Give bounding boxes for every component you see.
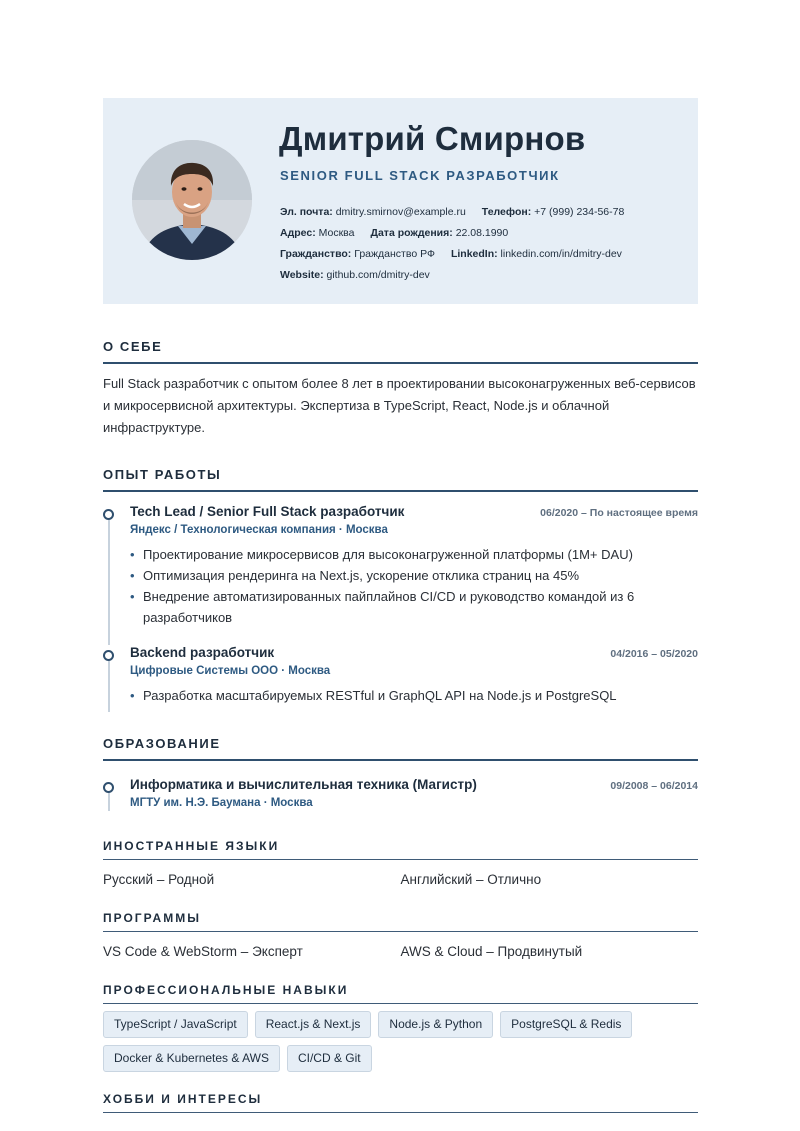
address-value: Москва	[318, 226, 355, 239]
timeline-dot-icon	[103, 782, 114, 793]
section-divider	[103, 362, 698, 364]
about-section	[103, 339, 698, 439]
section-divider	[103, 759, 698, 761]
list-item: Английский – Отлично	[400, 872, 542, 887]
contact-phone: Телефон: +7 (999) 234-56-78	[481, 205, 625, 218]
skills-section	[103, 983, 698, 1079]
profile-photo	[132, 140, 252, 260]
education-dates: 09/2008 – 06/2014	[610, 780, 698, 792]
list-item: AWS & Cloud – Продвинутый	[400, 944, 583, 959]
section-divider	[103, 490, 698, 492]
section-heading: ОПЫТ РАБОТЫ	[103, 467, 222, 482]
contact-citizenship: Гражданство: Гражданство РФ	[280, 247, 435, 260]
skill-tag: PostgreSQL & Redis	[500, 1011, 632, 1038]
job-bullets	[130, 544, 698, 628]
resume-page	[103, 98, 698, 1113]
email-value[interactable]: dmitry.smirnov@example.ru	[335, 205, 466, 218]
list-item: VS Code & WebStorm – Эксперт	[103, 944, 303, 959]
timeline-dot-icon	[103, 509, 114, 520]
birthdate-value: 22.08.1990	[455, 226, 509, 239]
section-heading: ИНОСТРАННЫЕ ЯЗЫКИ	[103, 839, 280, 853]
education-section	[103, 736, 698, 811]
section-heading: ПРОГРАММЫ	[103, 911, 201, 925]
citizenship-value: Гражданство РФ	[354, 247, 435, 260]
section-heading: О СЕБЕ	[103, 339, 163, 354]
about-text: Full Stack разработчик с опытом более 8 лет в проектировании высоконагруженных веб-сервисов и микросервисной архитектуры. Экспертиза в TypeScript, React, Node.js и облачной инфраструктуре.	[103, 376, 696, 435]
website-link[interactable]: github.com/dmitry-dev	[326, 268, 430, 281]
section-heading: ХОББИ И ИНТЕРЕСЫ	[103, 1092, 263, 1106]
contact-birthdate: Дата рождения: 22.08.1990	[370, 226, 509, 239]
languages-section	[103, 839, 698, 887]
hobbies-section	[103, 1092, 698, 1113]
degree-name: Информатика и вычислительная техника (Магистр)	[130, 777, 477, 792]
software-section	[103, 911, 698, 959]
contact-website: Website: github.com/dmitry-dev	[280, 268, 430, 281]
linkedin-link[interactable]: linkedin.com/in/dmitry-dev	[500, 247, 622, 260]
school-name: МГТУ им. Н.Э. Баумана · Москва	[130, 797, 313, 809]
job-role: Tech Lead / Senior Full Stack разработчик	[130, 504, 405, 519]
job-bullets	[130, 685, 698, 706]
skill-tag: Docker & Kubernetes & AWS	[103, 1045, 280, 1072]
phone-value[interactable]: +7 (999) 234-56-78	[534, 205, 625, 218]
skills-list	[103, 1011, 698, 1079]
timeline-line	[108, 510, 110, 645]
section-divider	[103, 931, 698, 932]
job-company: Цифровые Системы ООО · Москва	[130, 665, 331, 677]
job-dates: 04/2016 – 05/2020	[610, 648, 698, 660]
contact-block	[280, 201, 640, 285]
section-divider	[103, 859, 698, 860]
section-heading: ПРОФЕССИОНАЛЬНЫЕ НАВЫКИ	[103, 983, 349, 997]
person-name: Дмитрий Смирнов	[279, 120, 586, 157]
job-company: Яндекс / Технологическая компания · Москва	[130, 524, 388, 536]
skill-tag: TypeScript / JavaScript	[103, 1011, 248, 1038]
list-item: • Разработка масштабируемых RESTful и GraphQL API на Node.js и PostgreSQL	[130, 685, 698, 706]
list-item: • Оптимизация рендеринга на Next.js, ускорение отклика страниц на 45%	[130, 565, 698, 586]
software-list	[103, 944, 698, 959]
experience-section	[103, 467, 698, 712]
education-item	[103, 777, 698, 811]
contact-address: Адрес: Москва	[280, 226, 355, 239]
job-dates: 06/2020 – По настоящее время	[540, 507, 698, 519]
skill-tag: CI/CD & Git	[287, 1045, 372, 1072]
education-timeline	[103, 777, 698, 811]
timeline-dot-icon	[103, 650, 114, 661]
section-divider	[103, 1112, 698, 1113]
contact-email: Эл. почта: dmitry.smirnov@example.ru	[280, 205, 466, 218]
resume-header	[103, 98, 698, 304]
list-item: Русский – Родной	[103, 872, 215, 887]
section-divider	[103, 1003, 698, 1004]
list-item: • Проектирование микросервисов для высоконагруженной платформы (1M+ DAU)	[130, 544, 698, 565]
job-title: SENIOR FULL STACK РАЗРАБОТЧИК	[280, 168, 560, 183]
languages-list	[103, 872, 698, 887]
contact-linkedin: LinkedIn: linkedin.com/in/dmitry-dev	[450, 247, 622, 260]
job-role: Backend разработчик	[130, 645, 275, 660]
experience-timeline	[103, 504, 698, 712]
skill-tag: React.js & Next.js	[255, 1011, 372, 1038]
experience-item	[103, 645, 698, 712]
section-heading: ОБРАЗОВАНИЕ	[103, 736, 221, 751]
skill-tag: Node.js & Python	[378, 1011, 493, 1038]
list-item: • Внедрение автоматизированных пайплайнов CI/CD и руководство командой из 6 разработчиков	[130, 586, 698, 628]
experience-item	[103, 504, 698, 645]
